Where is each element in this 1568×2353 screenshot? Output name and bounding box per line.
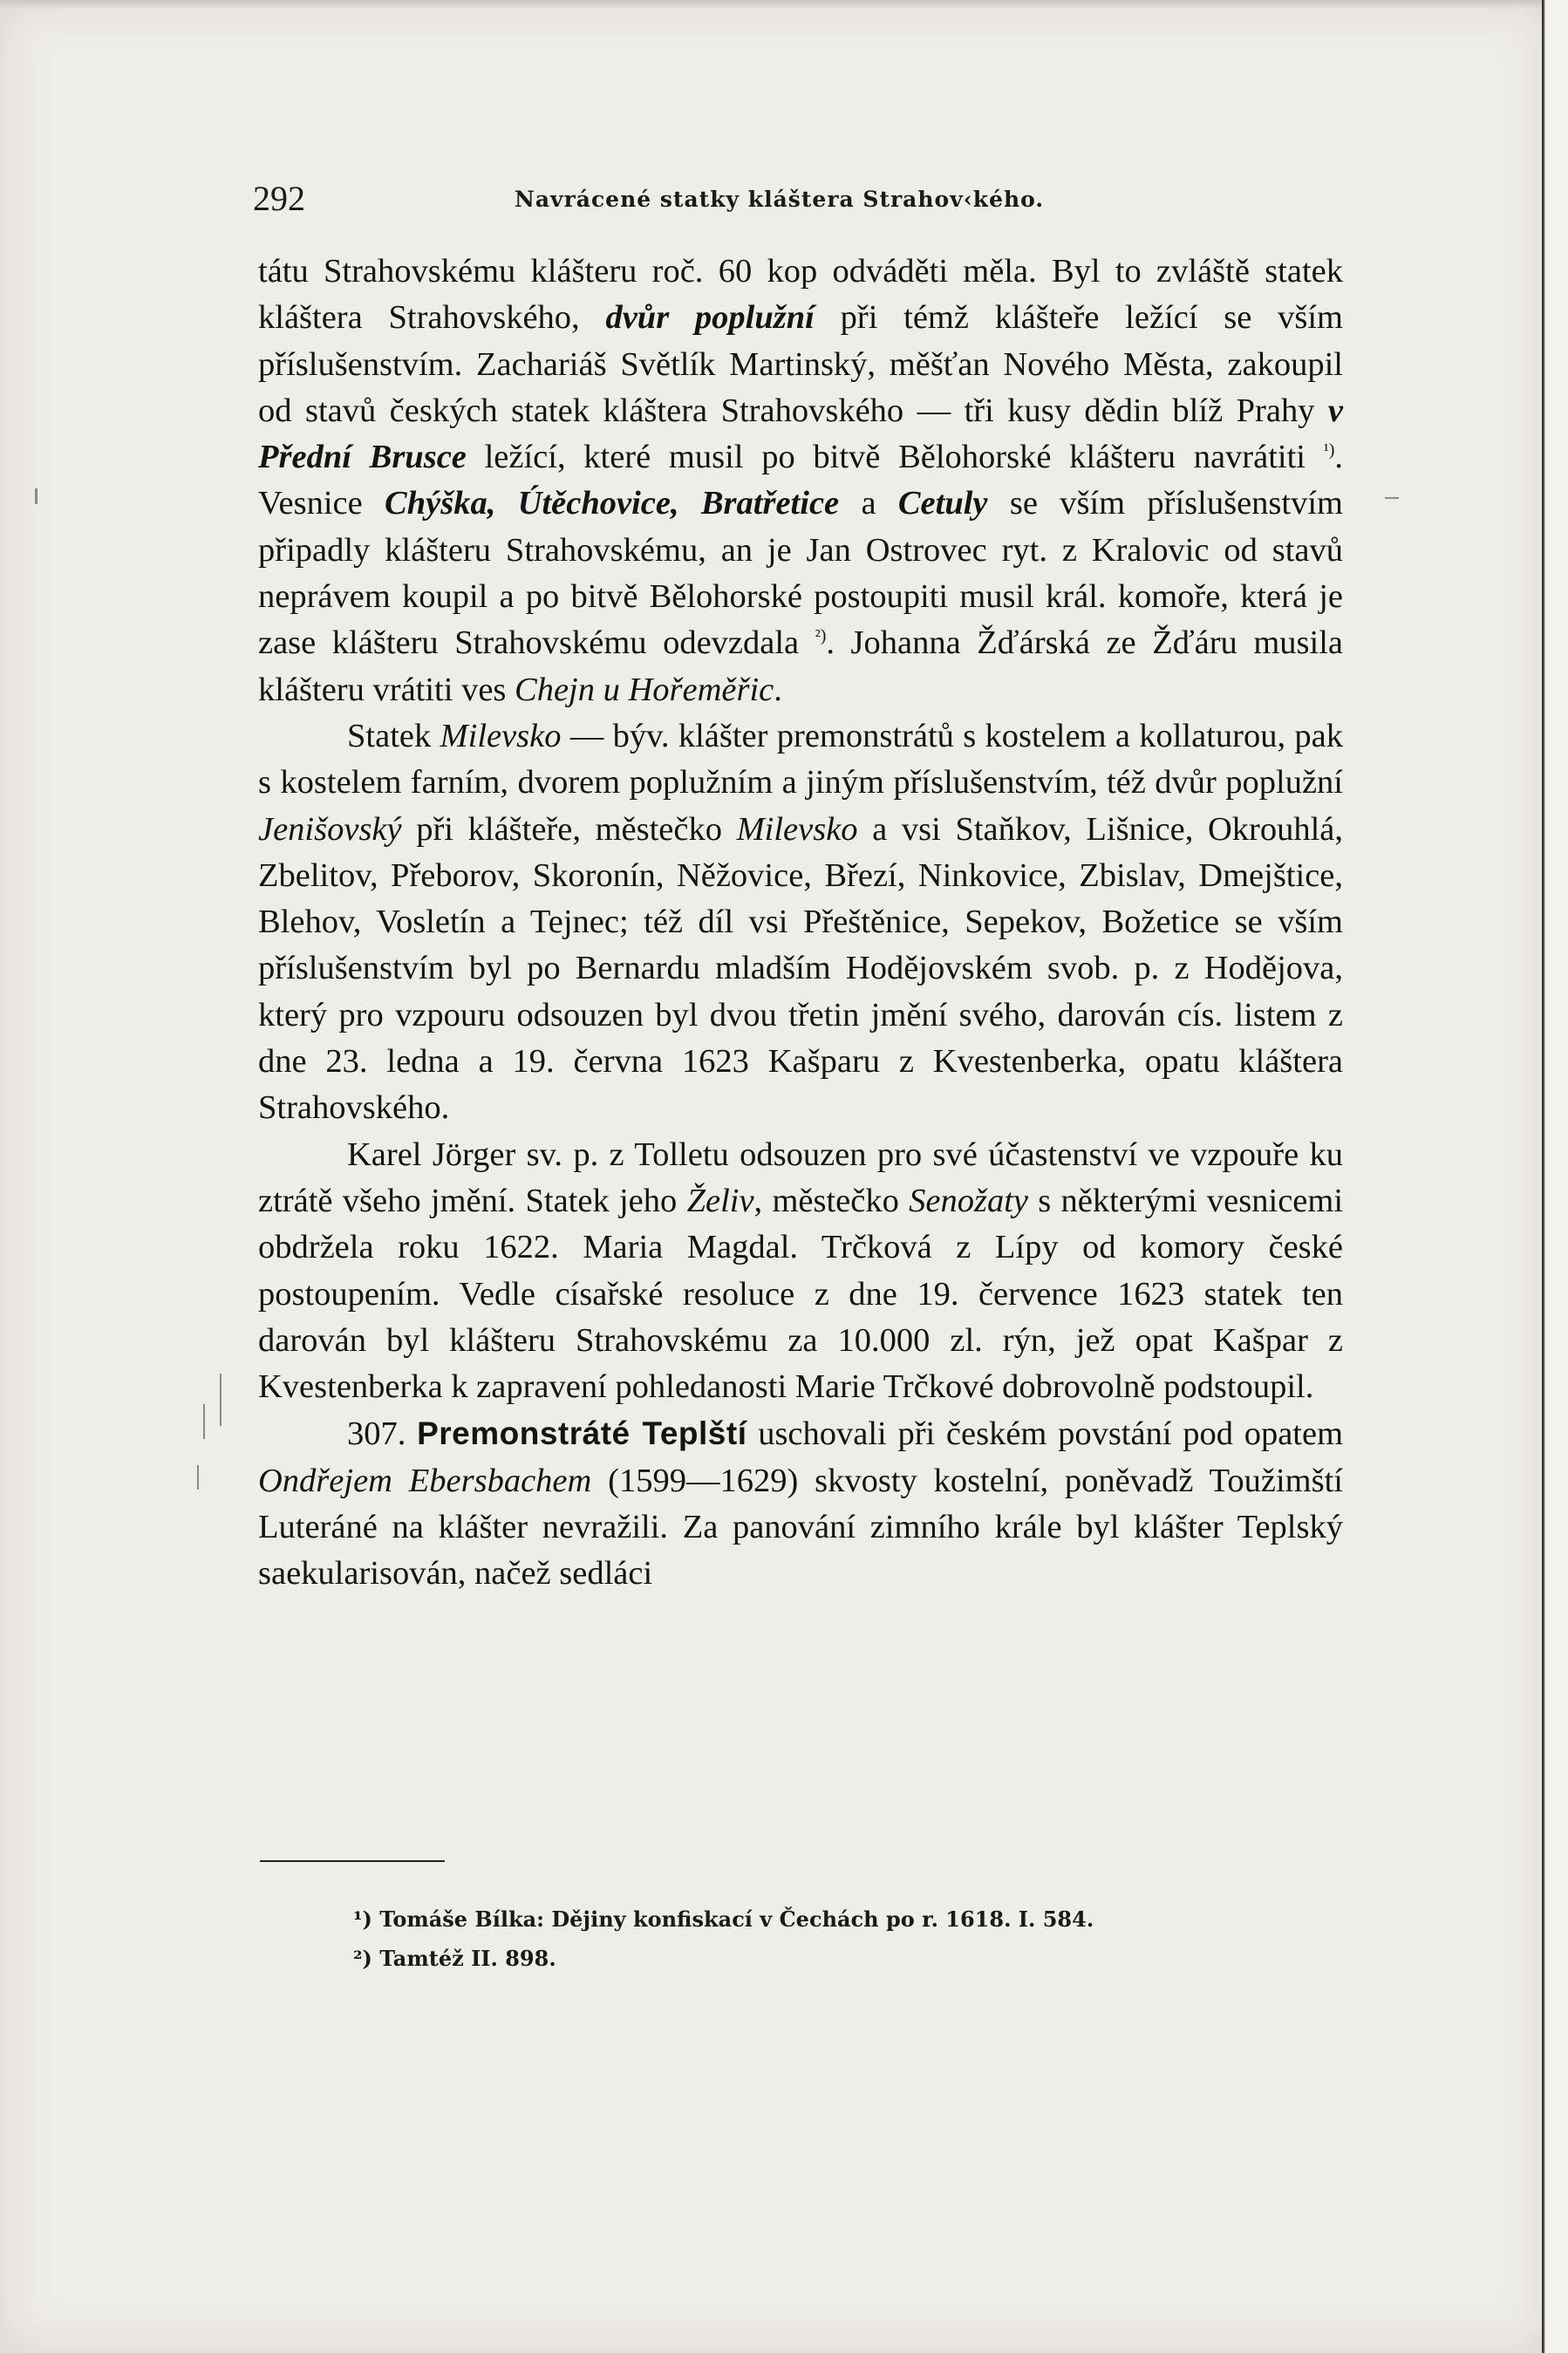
italic-place: Želiv [686,1182,754,1219]
italic-place: Jenišovský [258,810,402,848]
footnote-ref: ²) [815,626,827,646]
running-title: Navrácené statky kláštera Strahov‹kého. [515,187,1045,212]
text-run: , městečko [753,1182,910,1219]
text-run: s některými vesnicemi obdržela roku 1622. Maria Magdal. Trčková z Lípy od komory české postoupením. Vedle císařské resoluce z dne 19. července 1623 statek ten darován byl klášteru Strahovskému za 10.000 zl. rýn, jež opat Kašpar z Kvestenberka k zapravení pohledanosti Marie Trčkové dobrovolně podstoupil. [258,1182,1344,1406]
page-header [253,177,1352,221]
body-text [258,249,1343,1598]
italic-place: Senožaty [909,1182,1028,1219]
text-run: Statek [347,717,440,754]
text-run: uschovali při českém povstání pod opatem [747,1415,1344,1453]
scan-mark [197,1465,199,1490]
paragraph-2 [258,713,1343,1132]
footnote-rule [260,1860,445,1862]
italic-place: Milevsko [736,810,858,848]
text-run: Karel Jörger sv. p. z Tolletu odsouzen pro své účastenství ve vzpouře ku ztrátě všeho jmění. Statek jeho [258,1136,1343,1219]
text-run: . Vesnice [258,439,1343,522]
text-run: a vsi Staňkov, Lišnice, Okrouhlá, Zbelitov, Přeborov, Skoronín, Něžovice, Březí, Ninkovice, Zbislav, Dmejštice, Blehov, Vosletín a Tejnec; též díl vsi Přeštěnice, Sepekov, Božetice se vším příslušenstvím byl po Bernardu mladším Hodějovském svob. p. z Hodějova, který pro vzpouru odsouzen byl dvou třetin jmění svého, darován cís. listem z dne 23. ledna a 19. června 1623 Kašparu z Kvestenberka, opatu kláštera Strahovského. [258,810,1343,1127]
text-run: . [774,671,782,708]
italic-place: Milevsko [440,717,562,754]
italic-term: dvůr poplužní [605,299,815,337]
text-run: a [839,485,898,522]
italic-place: Cetuly [897,485,988,522]
text-run: . Johanna Žďárská ze Žďáru musila klášteru vrátiti ves [258,624,1343,708]
scan-mark [203,1404,205,1439]
paragraph-3 [258,1132,1343,1411]
text-run: se vším příslušenstvím připadly klášteru Strahovskému, an je Jan Ostrovec ryt. z Kralovic od stavů neprávem koupil a po bitvě Bělohorské postoupiti musil král. komoře, která je zase klášteru Strahovskému odevzdala [258,485,1343,662]
text-run: při klášteře, městečko [401,810,737,848]
text-run: (1599—1629) skvosty kostelní, poněvadž Toužimští Luteráné na klášter nevražili. Za panování zimního krále byl klášter Teplský saekularisován, načež sedláci [258,1462,1343,1593]
italic-place: Chejn u Hořeměřic [515,671,774,708]
italic-place: v Přední Brusce [258,392,1343,476]
italic-place: Chýška, Útěchovice, Bratřetice [385,485,840,522]
scan-mark [1385,497,1399,499]
text-run: tátu Strahovskému klášteru roč. 60 kop odváděti měla. Byl to zvláště statek kláštera Strahovského, [258,253,1343,337]
section-heading: Premonstráté Teplští [417,1415,747,1452]
text-run: ležící, které musil po bitvě Bělohorské klášteru navrátiti [466,439,1324,476]
text-run: — býv. klášter premonstrátů s kostelem a kollaturou, pak s kostelem farním, dvorem poplužním a jiným příslušenstvím, též dvůr poplužní [258,717,1343,801]
italic-name: Ondřejem Ebersbachem [258,1462,592,1499]
footnote-1: ¹) Tomáše Bílka: Dějiny konfiskací v Čechách po r. 1618. I. 584. [353,1906,1094,1932]
footnotes [353,1899,1312,1978]
page-right-edge [1542,0,1568,2353]
footnote-2: ²) Tamtéž II. 898. [353,1946,556,1971]
scan-mark [35,488,37,504]
page-top-shadow [0,0,1552,9]
page-number: 292 [253,179,305,218]
footnote-ref: ¹) [1323,440,1335,460]
paragraph-4 [258,1410,1343,1597]
section-number: 307. [347,1415,418,1453]
text-run: při témž klášteře ležící se vším příslušenstvím. Zachariáš Světlík Martinský, měšťan Nového Města, zakoupil od stavů českých statek kláštera Strahovského — tři kusy dědin blíž Prahy [258,299,1343,429]
scan-mark [220,1374,222,1426]
paragraph-1 [258,249,1343,713]
